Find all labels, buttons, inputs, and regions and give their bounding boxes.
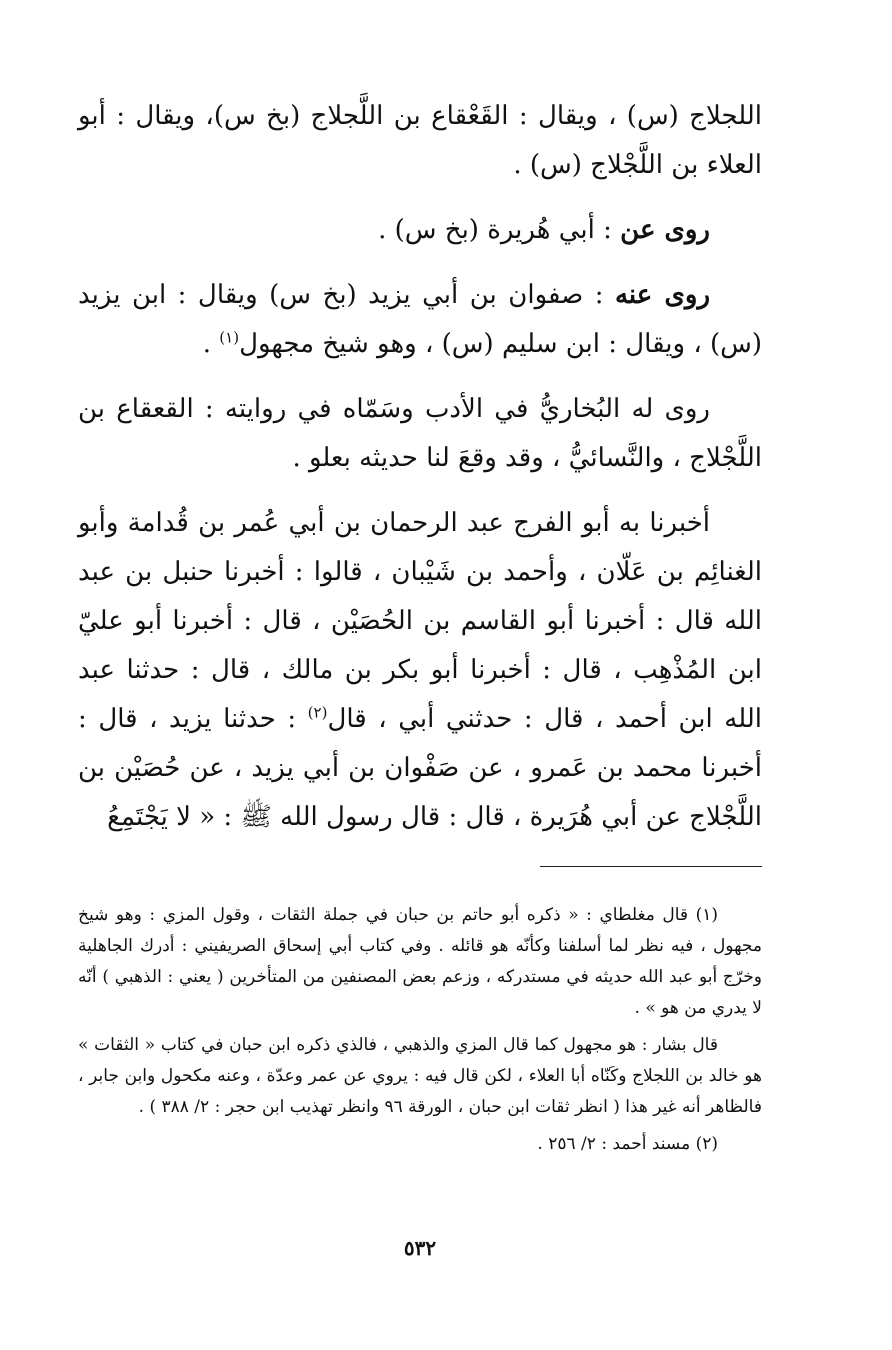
footnote-1-comment: قال بشار : هو مجهول كما قال المزي والذهبي ، فالذي ذكره ابن حبان في كتاب « الثقات » هو خالد بن اللجلاج وكَنّاه أبا العلاء ، لكن قال فيه : يروي عن عمر وعدّة ، وعنه مكحول وابن جابر ، فالظاهر أنه غير هذا ( انظر ثقات ابن حبان ، الورقة ٩٦ وانظر تهذيب ابن حجر : ٢/ ٣٨٨ ) . [78,1035,762,1117]
footnote-1: (١) قال مغلطاي : « ذكره أبو حاتم بن حبان في جملة الثقات ، وقول المزي : وهو شيخ مجهول ، فيه نظر لما أسلفنا وكأنّه هو قائله . وفي كتاب أبي إسحاق الصريفيني : أدرك الجاهلية وخرّج أبو عبد الله حديثه في مستدركه ، وزعم بعض المصنفين من المتأخرين ( يعني : الذهبي ) أنّه لا يدري من هو » . [78,905,762,1018]
paragraph-names-text: اللجلاج (س) ، ويقال : القَعْقاع بن اللَّجلاج (بخ س)، ويقال : أبو العلاء بن اللَّجْلاج (س) . [78,101,762,180]
paragraph-narrators [78,271,762,369]
narrators-end: . [202,329,220,359]
paragraph-names [78,92,762,190]
narrators-text: : صفوان بن أبي يزيد (بخ س) ويقال : ابن يزيد (س) ، ويقال : ابن سليم (س) ، وهو شيخ مجهول [78,280,762,359]
narrated-from-label: روى عن [620,215,710,245]
footnote-divider [540,866,762,867]
paragraph-narrated-from [78,206,762,255]
paragraph-isnad [78,499,762,842]
book-page [78,0,762,1350]
narrators-indent [710,280,762,310]
footnotes [78,900,762,1166]
isnad-text-b: : حدثنا يزيد ، قال : أخبرنا محمد بن عَمرو ، عن صَفْوان بن أبي يزيد ، عن حُصَيْن بن اللَّجْلاج عن أبي هُرَيرة ، قال : قال رسول الله ﷺ : « لا يَجْتَمِعُ [78,704,762,832]
paragraph-bukhari [78,385,762,483]
footnote-ref-2[interactable]: (٢) [307,703,328,722]
narrators-label: روى عنه [614,280,710,310]
isnad-text-a: أخبرنا به أبو الفرج عبد الرحمان بن أبي عُمر بن قُدامة وأبو الغنائِم بن عَلّان ، وأحمد بن شَيْبان ، قالوا : أخبرنا حنبل بن عبد الله قال : أخبرنا أبو القاسم بن الحُصَيْن ، قال : أخبرنا أبو عليّ ابن المُذْهِب ، قال : أخبرنا أبو بكر بن مالك ، قال : حدثنا عبد الله ابن أحمد ، قال : حدثني أبي ، قال [78,508,762,734]
narrated-from-indent [710,215,762,245]
narrated-from-text: : أبي هُريرة (بخ س) . [378,215,621,245]
page-number: ٥٣٢ [403,1236,437,1260]
main-text [78,92,762,858]
paragraph-bukhari-text: روى له البُخاريُّ في الأدب وسَمّاه في روايته : القعقاع بن اللَّجْلاج ، والنَّسائيُّ ، وقد وقعَ لنا حديثه بعلو . [78,394,762,473]
footnote-2: (٢) مسند أحمد : ٢/ ٢٥٦ . [537,1134,718,1154]
footnote-ref-1[interactable]: (١) [219,328,240,347]
